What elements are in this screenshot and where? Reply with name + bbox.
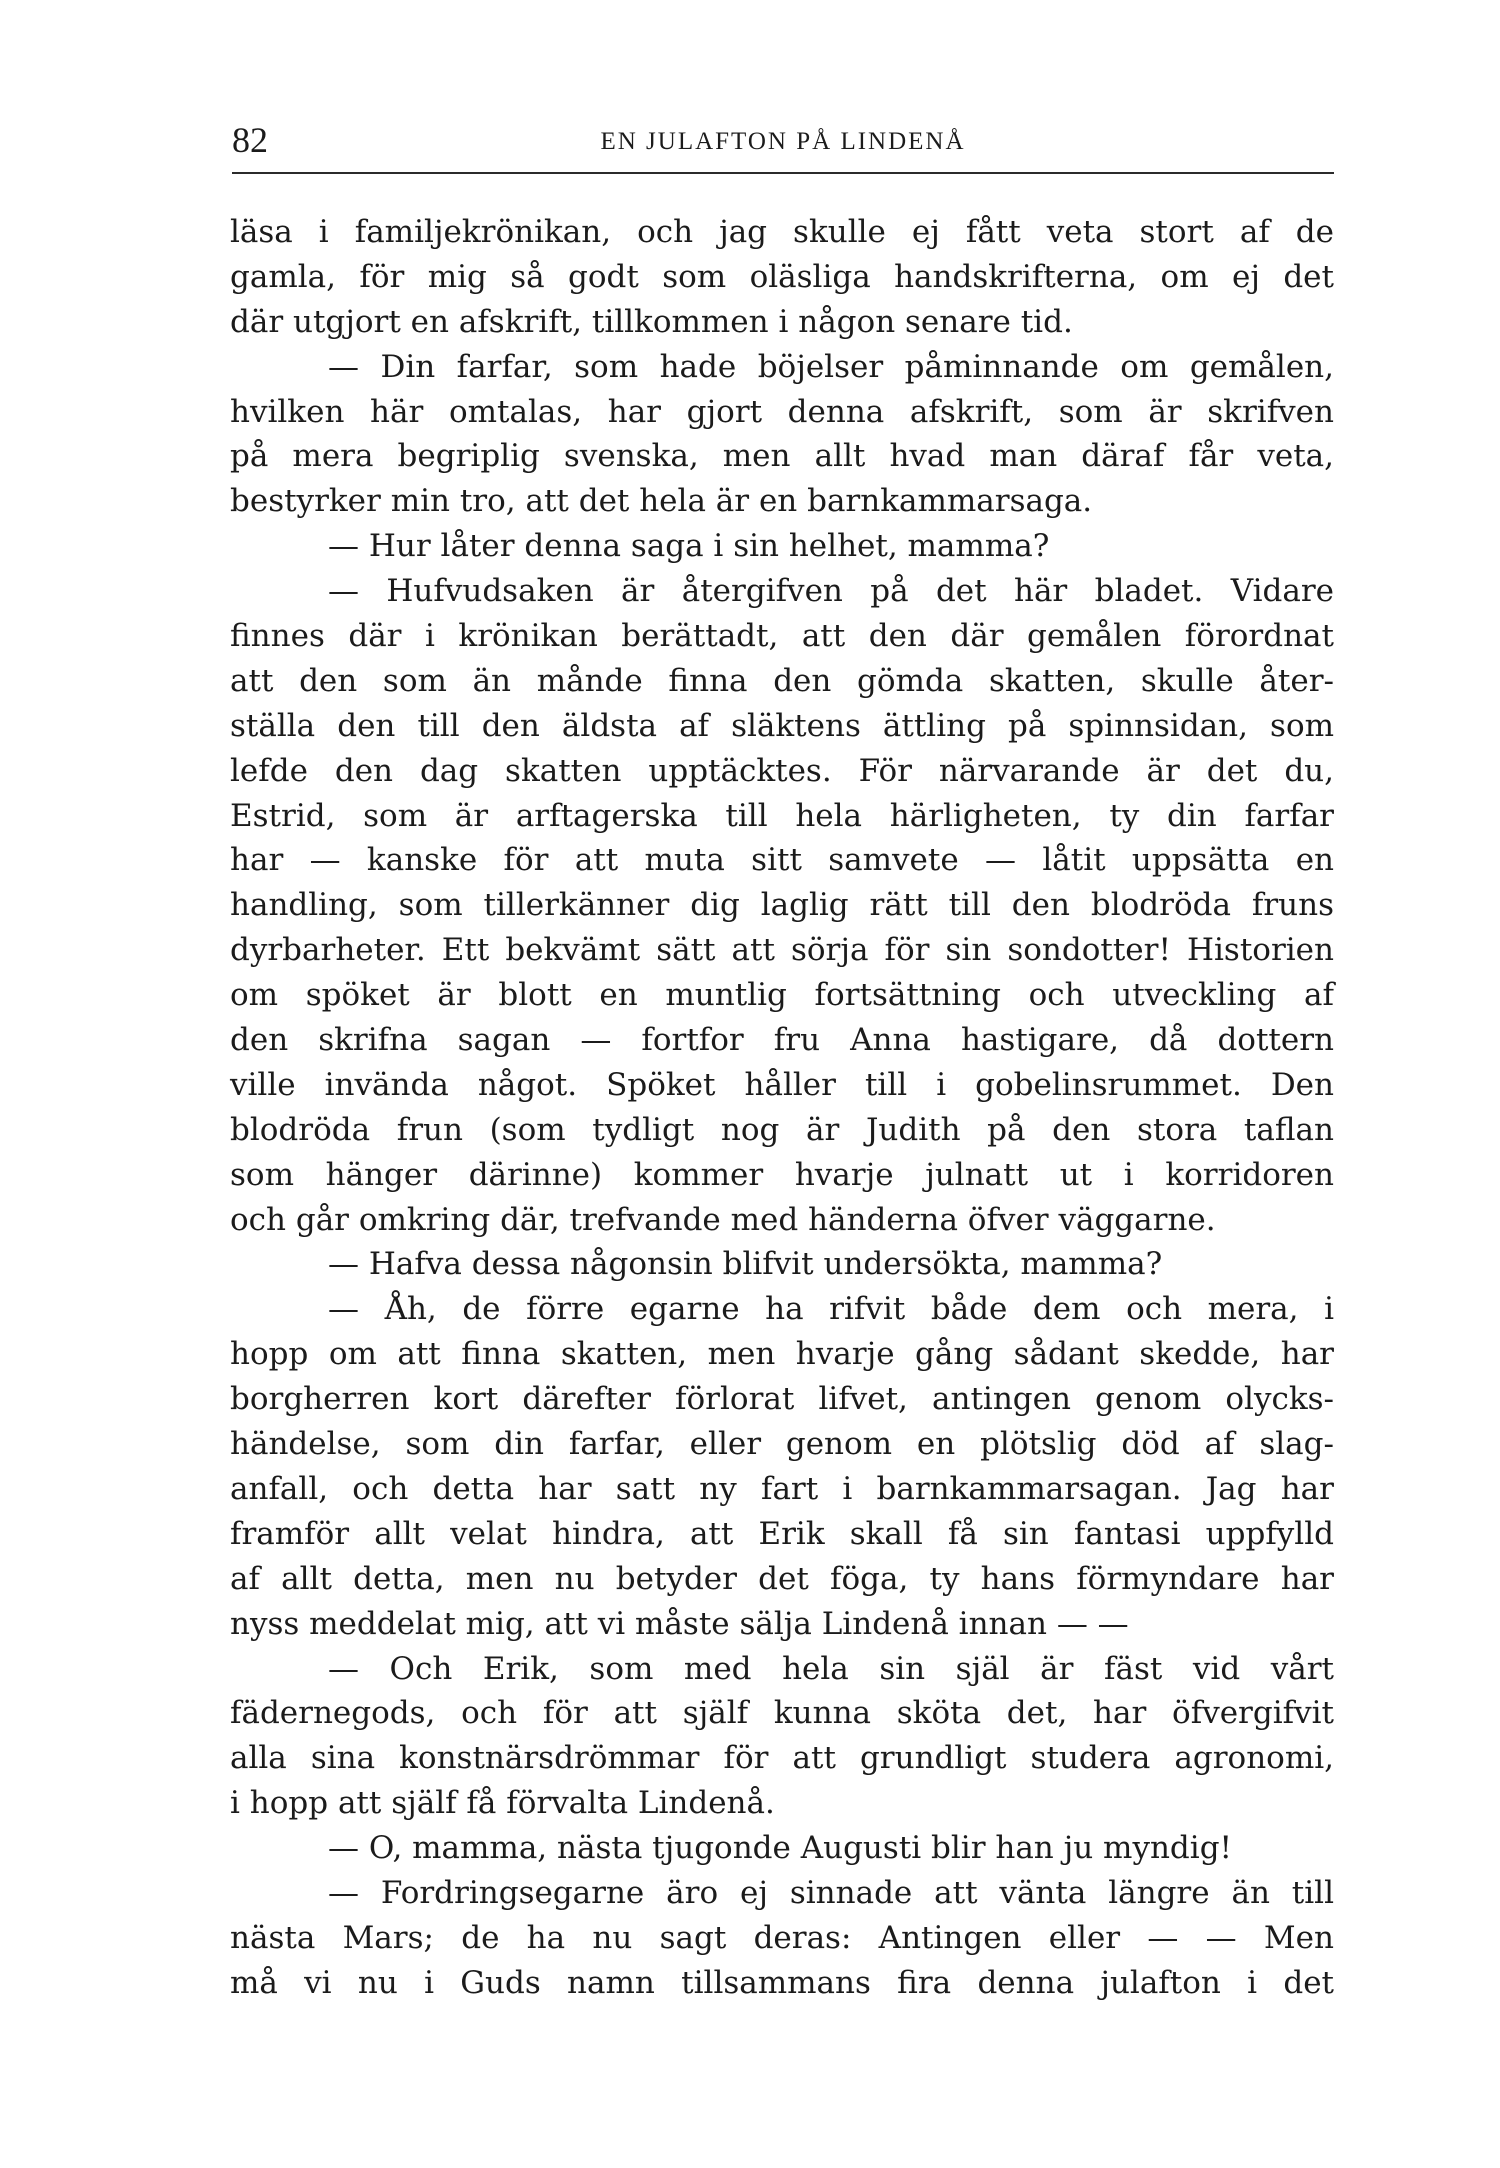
text-line: ställa den till den äldsta af släktens ättling på spinnsidan, som xyxy=(230,707,1334,744)
text-line: — Och Erik, som med hela sin själ är fäst vid vårt xyxy=(328,1650,1334,1687)
text-line: må vi nu i Guds namn tillsammans fira denna julafton i det xyxy=(230,1964,1334,2001)
text-line: — Fordringsegarne äro ej sinnade att vänta längre än till xyxy=(328,1874,1334,1911)
text-line: — O, mamma, nästa tjugonde Augusti blir han ju myndig! xyxy=(328,1830,1232,1867)
text-line: blodröda frun (som tydligt nog är Judith på den stora taflan xyxy=(230,1111,1334,1148)
page-number: 82 xyxy=(232,120,268,160)
text-line: borgherren kort därefter förlorat lifvet, antingen genom olycks- xyxy=(230,1381,1334,1418)
text-line: framför allt velat hindra, att Erik skall få sin fantasi uppfylld xyxy=(230,1515,1334,1552)
text-line: ville invända något. Spöket håller till i gobelinsrummet. Den xyxy=(230,1066,1334,1103)
body-text xyxy=(230,210,1334,2006)
text-line: på mera begriplig svenska, men allt hvad man däraf får veta, xyxy=(230,438,1334,475)
text-line: — Din farfar, som hade böjelser påminnande om gemålen, xyxy=(328,348,1334,385)
text-line: där utgjort en afskrift, tillkommen i någon senare tid. xyxy=(230,303,1073,340)
text-line: fädernegods, och för att själf kunna sköta det, har öfvergifvit xyxy=(230,1695,1334,1732)
text-line: nästa Mars; de ha nu sagt deras: Antingen eller — — Men xyxy=(230,1919,1334,1956)
text-line: den skrifna sagan — fortfor fru Anna hastigare, då dottern xyxy=(230,1022,1334,1059)
text-line: hvilken här omtalas, har gjort denna afskrift, som är skrifven xyxy=(230,393,1334,430)
text-line: — Hufvudsaken är återgifven på det här bladet. Vidare xyxy=(328,573,1334,610)
text-line: anfall, och detta har satt ny fart i barnkammarsagan. Jag har xyxy=(230,1470,1334,1507)
text-line: händelse, som din farfar, eller genom en plötslig död af slag- xyxy=(230,1426,1334,1463)
header-rule xyxy=(232,172,1334,174)
text-line: att den som än månde finna den gömda skatten, skulle åter- xyxy=(230,662,1334,699)
running-title: EN JULAFTON PÅ LINDENÅ xyxy=(600,128,966,155)
text-line: Estrid, som är arftagerska till hela härligheten, ty din farfar xyxy=(230,797,1334,834)
text-line: alla sina konstnärsdrömmar för att grundligt studera agronomi, xyxy=(230,1740,1334,1777)
text-line: gamla, för mig så godt som oläsliga handskrifterna, om ej det xyxy=(230,258,1334,295)
text-line: i hopp att själf få förvalta Lindenå. xyxy=(230,1785,775,1822)
text-line: af allt detta, men nu betyder det föga, ty hans förmyndare har xyxy=(230,1560,1334,1597)
text-line: — Hur låter denna saga i sin helhet, mamma? xyxy=(328,528,1050,565)
text-line: om spöket är blott en muntlig fortsättning och utveckling af xyxy=(230,977,1334,1014)
text-line: finnes där i krönikan berättadt, att den där gemålen förordnat xyxy=(230,618,1334,655)
text-line: handling, som tillerkänner dig laglig rätt till den blodröda fruns xyxy=(230,887,1334,924)
text-line: nyss meddelat mig, att vi måste sälja Lindenå innan — — xyxy=(230,1605,1129,1642)
text-line: och går omkring där, trefvande med händerna öfver väggarne. xyxy=(230,1201,1216,1238)
text-line: dyrbarheter. Ett bekvämt sätt att sörja för sin sondotter! Historien xyxy=(230,932,1334,969)
text-line: har — kanske för att muta sitt samvete — låtit uppsätta en xyxy=(230,842,1334,879)
text-line: — Hafva dessa någonsin blifvit undersökta, mamma? xyxy=(328,1246,1163,1283)
text-line: — Åh, de förre egarne ha rifvit både dem och mera, i xyxy=(328,1291,1334,1328)
text-line: som hänger därinne) kommer hvarje julnatt ut i korridoren xyxy=(230,1156,1334,1193)
text-line: bestyrker min tro, att det hela är en barnkammarsaga. xyxy=(230,483,1093,520)
page-header xyxy=(232,118,1334,170)
text-line: hopp om att finna skatten, men hvarje gång sådant skedde, har xyxy=(230,1336,1334,1373)
text-line: läsa i familjekrönikan, och jag skulle ej fått veta stort af de xyxy=(230,214,1334,250)
text-line: lefde den dag skatten upptäcktes. För närvarande är det du, xyxy=(230,752,1334,789)
